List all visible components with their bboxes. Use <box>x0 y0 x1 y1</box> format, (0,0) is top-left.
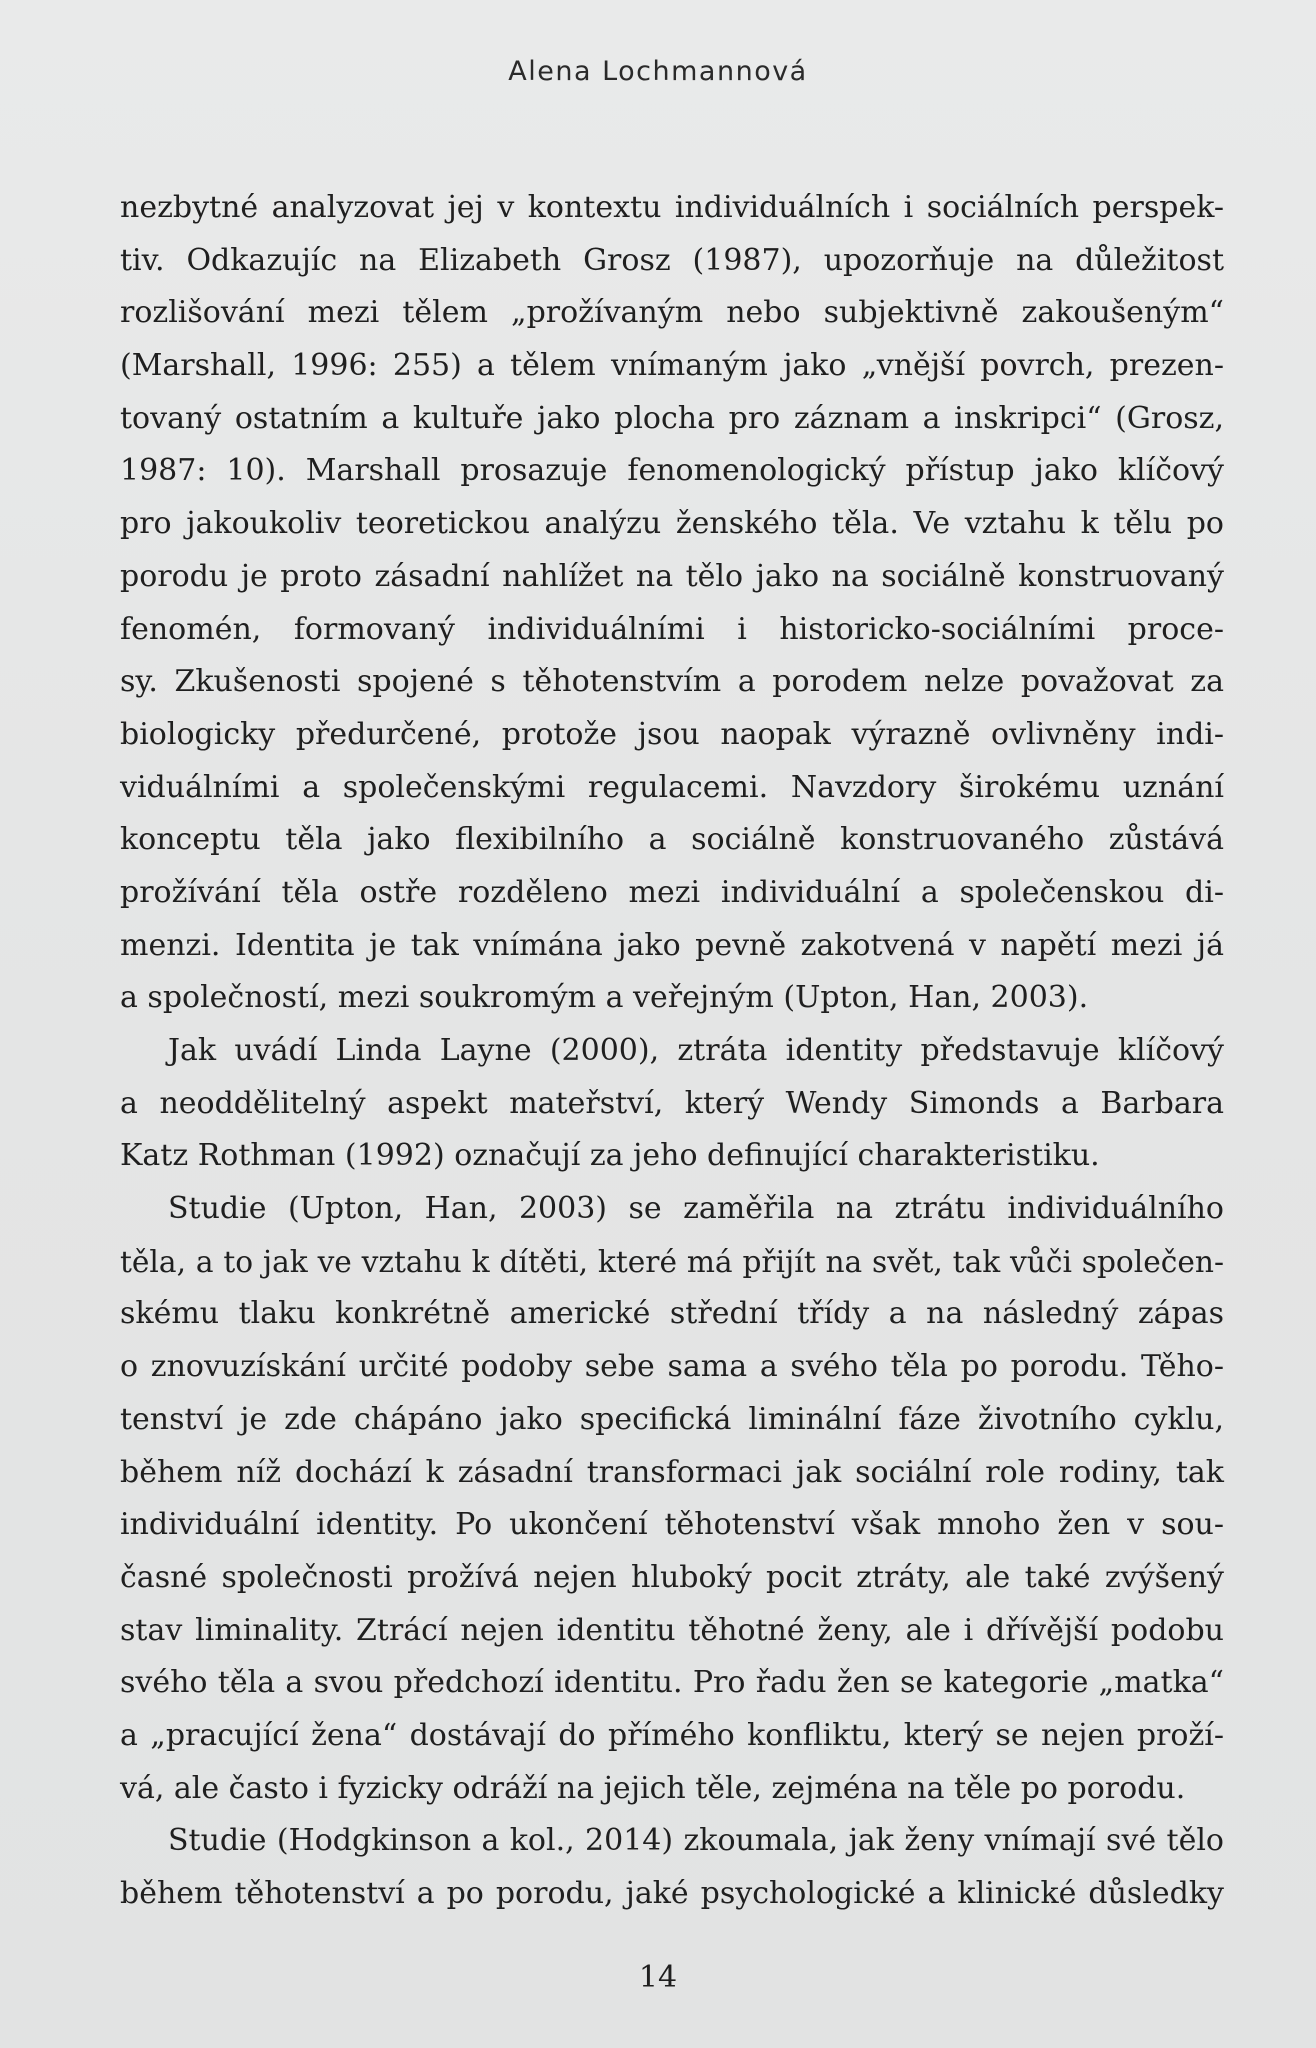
text-line: a neoddělitelný aspekt mateřství, který Wendy Simonds a Barbara <box>120 1085 1224 1121</box>
text-line: a společností, mezi soukromým a veřejným (Upton, Han, 2003). <box>120 980 1089 1016</box>
text-line: konceptu těla jako flexibilního a sociálně konstruovaného zůstává <box>120 822 1224 858</box>
text-line: během níž dochází k zásadní transformaci jak sociální role rodiny, tak <box>120 1454 1224 1490</box>
text-line: nezbytné analyzovat jej v kontextu individuálních i sociálních perspek- <box>120 190 1224 225</box>
text-line: porodu je proto zásadní nahlížet na tělo jako na sociálně konstruovaný <box>120 558 1224 594</box>
text-line: časné společnosti prožívá nejen hluboký pocit ztráty, ale také zvýšený <box>120 1559 1224 1595</box>
text-line: 1987: 10). Marshall prosazuje fenomenologický přístup jako klíčový <box>120 453 1224 489</box>
text-line: tovaný ostatním a kultuře jako plocha pro záznam a inskripci“ (Grosz, <box>120 400 1224 436</box>
text-line: pro jakoukoliv teoretickou analýzu ženského těla. Ve vztahu k tělu po <box>120 506 1224 542</box>
text-line: Katz Rothman (1992) označují za jeho definující charakteristiku. <box>120 1138 1100 1174</box>
text-line: Studie (Hodgkinson a kol., 2014) zkoumala, jak ženy vnímají své tělo <box>168 1823 1224 1859</box>
text-line: o znovuzískání určité podoby sebe sama a svého těla po porodu. Těho- <box>120 1349 1224 1385</box>
text-line: prožívání těla ostře rozděleno mezi individuální a společenskou di- <box>120 874 1224 910</box>
text-line: svého těla a svou předchozí identitu. Pro řadu žen se kategorie „matka“ <box>120 1665 1224 1701</box>
text-line: rozlišování mezi tělem „prožívaným nebo subjektivně zakoušeným“ <box>120 295 1224 331</box>
page-number: 14 <box>638 1960 678 1995</box>
text-line: vá, ale často i fyzicky odráží na jejich těle, zejména na těle po porodu. <box>120 1770 1186 1806</box>
text-line: Studie (Upton, Han, 2003) se zaměřila na ztrátu individuálního <box>168 1191 1224 1227</box>
text-line: (Marshall, 1996: 255) a tělem vnímaným jako „vnější povrch, prezen- <box>120 348 1224 384</box>
text-line: a „pracující žena“ dostávají do přímého konfliktu, který se nejen proží- <box>120 1717 1224 1753</box>
running-head: Alena Lochmannová <box>508 56 808 87</box>
text-line: menzi. Identita je tak vnímána jako pevně zakotvená v napětí mezi já <box>120 927 1224 963</box>
text-line: během těhotenství a po porodu, jaké psychologické a klinické důsledky <box>120 1876 1224 1911</box>
text-line: Jak uvádí Linda Layne (2000), ztráta identity představuje klíčový <box>168 1033 1224 1068</box>
text-line: biologicky předurčené, protože jsou naopak výrazně ovlivněny indi- <box>120 716 1224 752</box>
text-line: tenství je zde chápáno jako specifická liminální fáze životního cyklu, <box>120 1401 1224 1437</box>
text-line: individuální identity. Po ukončení těhotenství však mnoho žen v sou- <box>120 1507 1224 1543</box>
text-line: stav liminality. Ztrácí nejen identitu těhotné ženy, ale i dřívější podobu <box>120 1612 1224 1648</box>
body-text <box>120 182 1224 1921</box>
text-line: těla, a to jak ve vztahu k dítěti, které má přijít na svět, tak vůči společen- <box>120 1243 1224 1279</box>
text-line: fenomén, formovaný individuálními i historicko-sociálními proce- <box>120 611 1224 647</box>
text-line: tiv. Odkazujíc na Elizabeth Grosz (1987), upozorňuje na důležitost <box>120 242 1224 278</box>
text-line: viduálními a společenskými regulacemi. Navzdory širokému uznání <box>120 769 1224 805</box>
text-line: skému tlaku konkrétně americké střední třídy a na následný zápas <box>120 1296 1224 1332</box>
text-line: sy. Zkušenosti spojené s těhotenstvím a porodem nelze považovat za <box>120 664 1224 700</box>
